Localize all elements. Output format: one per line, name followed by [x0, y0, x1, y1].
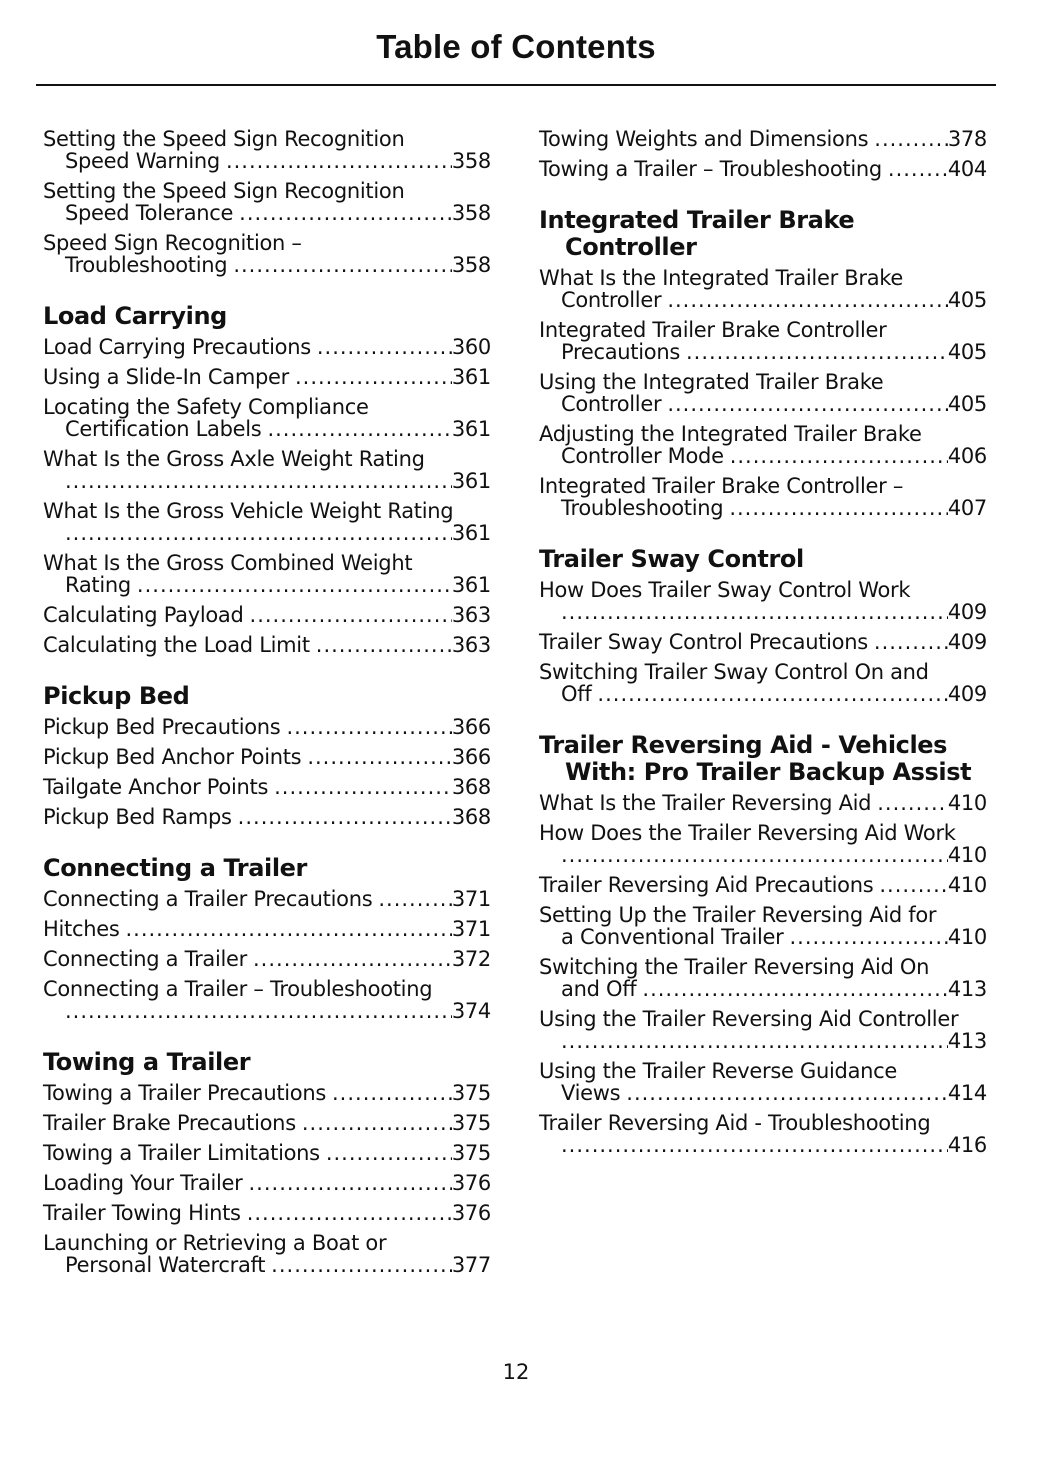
dot-leader [332, 1082, 452, 1104]
toc-entry[interactable] [43, 1202, 491, 1224]
toc-entry-page: 374 [451, 999, 491, 1023]
toc-entry[interactable] [43, 336, 491, 358]
dot-leader [686, 341, 948, 363]
toc-entry-page: 377 [451, 1253, 491, 1277]
toc-entry[interactable] [43, 634, 491, 656]
toc-entry-title: Trailer Brake Precautions [43, 1111, 296, 1135]
toc-entry-page: 410 [947, 791, 987, 815]
toc-entry-page: 358 [451, 149, 491, 173]
toc-entry-page: 363 [451, 603, 491, 627]
toc-entry-page: 405 [947, 340, 987, 364]
toc-entry[interactable] [539, 822, 987, 866]
toc-entry-title: What Is the Gross Combined Weight [43, 551, 413, 575]
toc-entry[interactable] [43, 1172, 491, 1194]
toc-entry-page: 409 [947, 682, 987, 706]
dot-leader [250, 604, 452, 626]
toc-entry[interactable] [539, 956, 987, 1000]
toc-entry[interactable] [43, 448, 491, 492]
toc-entry-title: Setting the Speed Sign Recognition [43, 179, 405, 203]
toc-entry[interactable] [539, 661, 987, 705]
toc-section-sway-control [539, 546, 987, 705]
toc-entry[interactable] [539, 792, 987, 814]
toc-entry[interactable] [539, 874, 987, 896]
dot-leader [286, 716, 451, 738]
toc-entry-page: 378 [947, 127, 987, 151]
toc-entry[interactable] [539, 1112, 987, 1156]
dot-leader [271, 1254, 452, 1276]
toc-entry-page: 375 [451, 1081, 491, 1105]
toc-entry-title-continued: Rating [65, 573, 131, 597]
toc-entry-page: 366 [451, 745, 491, 769]
dot-leader [253, 948, 452, 970]
toc-entry-page: 375 [451, 1141, 491, 1165]
dot-leader [249, 1172, 452, 1194]
toc-entry-title: Connecting a Trailer [43, 947, 247, 971]
dot-leader [877, 792, 948, 814]
toc-entry-title-continued: a Conventional Trailer [561, 925, 784, 949]
toc-entry-page: 410 [947, 873, 987, 897]
toc-entry[interactable] [43, 1232, 491, 1276]
dot-leader [326, 1142, 452, 1164]
dot-leader [874, 128, 948, 150]
toc-entry-title: Load Carrying Precautions [43, 335, 311, 359]
toc-entry-page: 409 [947, 600, 987, 624]
toc-entry-page: 368 [451, 775, 491, 799]
toc-section-load-carrying [43, 303, 491, 656]
toc-entry[interactable] [43, 1112, 491, 1134]
toc-entry-title: What Is the Gross Vehicle Weight Rating [43, 499, 454, 523]
toc-section-towing-weights [539, 128, 987, 180]
toc-entry-title-continued: Troubleshooting [561, 496, 724, 520]
toc-entry-page: 376 [451, 1201, 491, 1225]
toc-entry-page: 413 [947, 1029, 987, 1053]
toc-entry-title-continued: Controller [561, 288, 662, 312]
toc-entry[interactable] [539, 423, 987, 467]
dot-leader [888, 158, 948, 180]
toc-entry-title: Switching the Trailer Reversing Aid On [539, 955, 930, 979]
toc-right-column [539, 128, 987, 1183]
section-heading: Towing a Trailer [43, 1048, 251, 1076]
toc-entry[interactable] [43, 396, 491, 440]
toc-entry-title: Loading Your Trailer [43, 1171, 243, 1195]
page-title: Table of Contents [376, 28, 656, 65]
toc-entry-title: Hitches [43, 917, 120, 941]
toc-entry-page: 361 [451, 573, 491, 597]
toc-entry-title: Trailer Towing Hints [43, 1201, 241, 1225]
toc-entry-page: 405 [947, 392, 987, 416]
section-heading: Load Carrying [43, 302, 227, 330]
toc-entry-title: Using a Slide-In Camper [43, 365, 289, 389]
toc-section-towing-trailer [43, 1049, 491, 1276]
toc-left-column [43, 128, 491, 1303]
dot-leader [597, 683, 947, 705]
toc-entry[interactable] [43, 776, 491, 798]
toc-entry[interactable] [539, 267, 987, 311]
dot-leader [307, 746, 451, 768]
dot-leader [274, 776, 452, 798]
toc-entry-page: 407 [947, 496, 987, 520]
toc-entry[interactable] [43, 500, 491, 544]
dot-leader [317, 336, 452, 358]
toc-entry[interactable] [539, 128, 987, 150]
toc-entry-title: Using the Integrated Trailer Brake [539, 370, 884, 394]
title-divider [36, 84, 996, 86]
toc-entry-title: What Is the Gross Axle Weight Rating [43, 447, 425, 471]
toc-entry[interactable] [539, 319, 987, 363]
dot-leader [316, 634, 452, 656]
toc-entry-title: Adjusting the Integrated Trailer Brake [539, 422, 922, 446]
toc-entry-title: Pickup Bed Precautions [43, 715, 281, 739]
toc-entry-title: Trailer Reversing Aid Precautions [539, 873, 874, 897]
dot-leader [561, 1030, 948, 1052]
toc-entry-title: Using the Trailer Reverse Guidance [539, 1059, 898, 1083]
toc-entry-title-continued: Speed Tolerance [65, 201, 234, 225]
toc-entry-page: 366 [451, 715, 491, 739]
toc-entry-title-continued: Certification Labels [65, 417, 262, 441]
dot-leader [247, 1202, 452, 1224]
toc-entry-title: How Does Trailer Sway Control Work [539, 578, 911, 602]
toc-entry-page: 358 [451, 201, 491, 225]
toc-entry-title: Calculating Payload [43, 603, 244, 627]
dot-leader [561, 601, 948, 623]
toc-entry-page: 410 [947, 843, 987, 867]
toc-entry-title: Using the Trailer Reversing Aid Controller [539, 1007, 959, 1031]
dot-leader [667, 289, 948, 311]
toc-entry-page: 361 [451, 365, 491, 389]
toc-entry-page: 410 [947, 925, 987, 949]
toc-entry[interactable] [43, 888, 491, 910]
toc-entry-title: Setting the Speed Sign Recognition [43, 127, 405, 151]
dot-leader [730, 445, 948, 467]
toc-entry-page: 406 [947, 444, 987, 468]
dot-leader [239, 202, 452, 224]
toc-entry-title: Calculating the Load Limit [43, 633, 310, 657]
dot-leader [879, 874, 947, 896]
section-heading: Connecting a Trailer [43, 854, 307, 882]
toc-section-reversing-aid [539, 732, 987, 1156]
toc-entry[interactable] [43, 746, 491, 768]
toc-entry-page: 358 [451, 253, 491, 277]
dot-leader [267, 418, 451, 440]
toc-section-integrated-brake [539, 207, 987, 519]
dot-leader [226, 150, 452, 172]
toc-entry[interactable] [43, 948, 491, 970]
toc-entry[interactable] [43, 918, 491, 940]
toc-entry-page: 409 [947, 630, 987, 654]
dot-leader [238, 806, 452, 828]
toc-entry-page: 361 [451, 417, 491, 441]
toc-entry-page: 361 [451, 469, 491, 493]
toc-entry-title: Integrated Trailer Brake Controller [539, 318, 887, 342]
toc-entry[interactable] [43, 806, 491, 828]
toc-entry-title-continued: Troubleshooting [65, 253, 228, 277]
toc-entry-page: 404 [947, 157, 987, 181]
toc-entry-title-continued: Controller Mode [561, 444, 724, 468]
toc-entry[interactable] [539, 1060, 987, 1104]
toc-entry[interactable] [539, 904, 987, 948]
toc-section-connecting-trailer [43, 855, 491, 1022]
toc-entry[interactable] [43, 978, 491, 1022]
toc-entry[interactable] [43, 1082, 491, 1104]
dot-leader [302, 1112, 452, 1134]
dot-leader [729, 497, 948, 519]
toc-entry-title: Integrated Trailer Brake Controller – [539, 474, 904, 498]
dot-leader [295, 366, 452, 388]
toc-entry-title: Setting Up the Trailer Reversing Aid for [539, 903, 937, 927]
toc-section-speed-sign [43, 128, 491, 276]
dot-leader [378, 888, 451, 910]
toc-entry-title: What Is the Trailer Reversing Aid [539, 791, 872, 815]
toc-entry-title: Switching Trailer Sway Control On and [539, 660, 929, 684]
dot-leader [874, 631, 948, 653]
toc-entry-title: What Is the Integrated Trailer Brake [539, 266, 904, 290]
toc-entry-title: Connecting a Trailer – Troubleshooting [43, 977, 433, 1001]
toc-entry-page: 416 [947, 1133, 987, 1157]
toc-entry-title: Trailer Reversing Aid - Troubleshooting [539, 1111, 931, 1135]
toc-entry-title-continued: Controller [561, 392, 662, 416]
toc-entry[interactable] [43, 716, 491, 738]
toc-entry[interactable] [43, 180, 491, 224]
toc-entry-title: Connecting a Trailer Precautions [43, 887, 373, 911]
toc-entry[interactable] [539, 475, 987, 519]
toc-entry-title: How Does the Trailer Reversing Aid Work [539, 821, 956, 845]
toc-entry-page: 414 [947, 1081, 987, 1105]
toc-entry-title-continued: Precautions [561, 340, 680, 364]
toc-entry-title: Pickup Bed Anchor Points [43, 745, 302, 769]
toc-entry[interactable] [539, 371, 987, 415]
toc-entry[interactable] [43, 552, 491, 596]
toc-entry-page: 413 [947, 977, 987, 1001]
section-heading: Integrated Trailer Brake Controller [539, 206, 855, 261]
toc-entry[interactable] [539, 1008, 987, 1052]
toc-entry-title: Towing a Trailer Precautions [43, 1081, 326, 1105]
toc-entry-title: Towing a Trailer – Troubleshooting [539, 157, 882, 181]
dot-leader [125, 918, 451, 940]
toc-entry-page: 376 [451, 1171, 491, 1195]
toc-entry-title: Locating the Safety Compliance [43, 395, 369, 419]
toc-entry-title: Towing Weights and Dimensions [539, 127, 869, 151]
toc-entry-page: 361 [451, 521, 491, 545]
toc-entry-page: 375 [451, 1111, 491, 1135]
toc-entry-page: 360 [451, 335, 491, 359]
dot-leader [561, 844, 948, 866]
toc-entry-title: Speed Sign Recognition – [43, 231, 302, 255]
toc-entry-title: Trailer Sway Control Precautions [539, 630, 868, 654]
toc-entry-title: Tailgate Anchor Points [43, 775, 269, 799]
toc-entry[interactable] [43, 232, 491, 276]
toc-entry-title-continued: Speed Warning [65, 149, 220, 173]
toc-entry[interactable] [539, 158, 987, 180]
toc-entry-page: 371 [451, 917, 491, 941]
dot-leader [667, 393, 948, 415]
dot-leader [137, 574, 452, 596]
dot-leader [642, 978, 947, 1000]
page-number: 12 [502, 1360, 530, 1384]
toc-entry-page: 405 [947, 288, 987, 312]
toc-entry[interactable] [539, 631, 987, 653]
toc-entry[interactable] [43, 1142, 491, 1164]
toc-entry-page: 368 [451, 805, 491, 829]
toc-entry-title: Pickup Bed Ramps [43, 805, 232, 829]
toc-entry-page: 372 [451, 947, 491, 971]
dot-leader [561, 1134, 948, 1156]
dot-leader [65, 522, 452, 544]
dot-leader [65, 470, 452, 492]
toc-entry[interactable] [43, 128, 491, 172]
toc-entry-title-continued: Off [561, 682, 592, 706]
toc-entry-title: Towing a Trailer Limitations [43, 1141, 320, 1165]
toc-section-pickup-bed [43, 683, 491, 828]
toc-entry-title-continued: Personal Watercraft [65, 1253, 266, 1277]
toc-entry[interactable] [43, 604, 491, 626]
toc-entry[interactable] [43, 366, 491, 388]
toc-entry-title: Launching or Retrieving a Boat or [43, 1231, 387, 1255]
toc-entry-title-continued: and Off [561, 977, 637, 1001]
dot-leader [65, 1000, 452, 1022]
toc-entry-title-continued: Views [561, 1081, 621, 1105]
section-heading: Trailer Sway Control [539, 545, 804, 573]
dot-leader [790, 926, 948, 948]
section-heading: Pickup Bed [43, 682, 190, 710]
toc-entry-page: 363 [451, 633, 491, 657]
toc-entry-page: 371 [451, 887, 491, 911]
dot-leader [233, 254, 452, 276]
section-heading: Trailer Reversing Aid - Vehicles With: Pro Trailer Backup Assist [539, 731, 972, 786]
toc-entry[interactable] [539, 579, 987, 623]
dot-leader [626, 1082, 948, 1104]
